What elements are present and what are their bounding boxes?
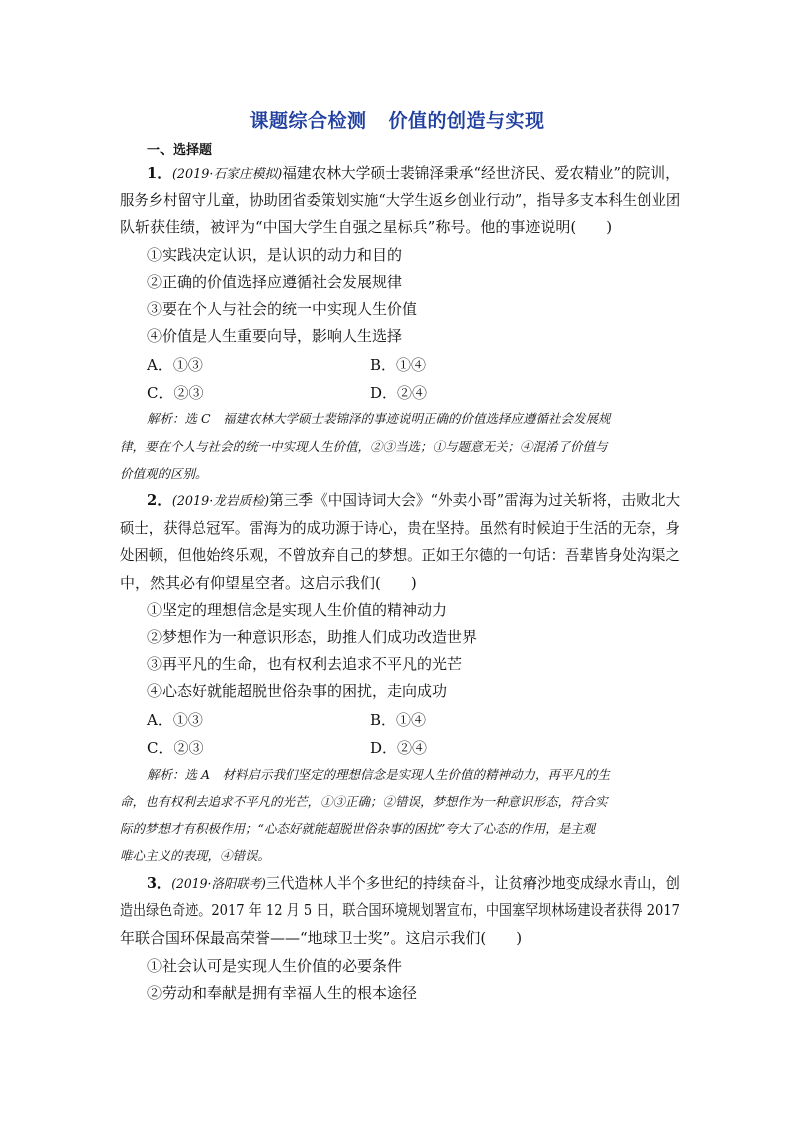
- q2-line2: 硕士，获得总冠军。雷海为的成功源于诗心，贵在坚持。虽然有时候迫于生活的无奈，身: [120, 519, 680, 537]
- q1-analysis-2: 律，要在个人与社会的统一中实现人生价值，②③当选；①与题意无关；④混淆了价值与: [120, 439, 608, 454]
- q3-line3: 年联合国环保最高荣誉——“地球卫士奖”。这启示我们( ): [120, 929, 523, 947]
- q1-text1: 福建农林大学硕士裴锦泽秉承“经世济民、爱农精业”的院训，: [282, 164, 680, 182]
- q2-line3: 处困顿，但他始终乐观，不曾放弃自己的梦想。正如王尔德的一句话：吾辈皆身处沟渠之: [120, 546, 680, 564]
- q1-item-1: ①实践决定认识，是认识的动力和目的: [147, 246, 403, 264]
- q1-item-2: ②正确的价值选择应遵循社会发展规律: [147, 273, 403, 291]
- q1-source: (2019·石家庄模拟): [171, 167, 283, 182]
- q1-option-b: B．①④: [370, 356, 427, 374]
- q2-option-b: B．①④: [370, 711, 427, 729]
- q1-item-3: ③要在个人与社会的统一中实现人生价值: [147, 300, 418, 318]
- q2-analysis-2: 命，也有权利去追求不平凡的光芒，①③正确；②错误，梦想作为一种意识形态，符合实: [120, 794, 608, 809]
- q2-source: (2019·龙岩质检): [171, 494, 270, 509]
- q2-analysis-1: 解析：选 A 材料启示我们坚定的理想信念是实现人生价值的精神动力，再平凡的生: [147, 767, 611, 782]
- q2-item-3: ③再平凡的生命，也有权利去追求不平凡的光芒: [147, 655, 463, 673]
- q3-line1: [147, 873, 680, 895]
- q3-item-1: ①社会认可是实现人生价值的必要条件: [147, 957, 403, 975]
- q3-source: (2019·洛阳联考): [171, 877, 266, 892]
- q2-line4: 中，然其必有仰望星空者。这启示我们( ): [120, 574, 417, 592]
- q1-line3: 队斩获佳绩，被评为“中国大学生自强之星标兵”称号。他的事迹说明( ): [120, 218, 613, 236]
- q1-line1: [147, 163, 680, 185]
- q1-option-a: A．①③: [147, 356, 203, 374]
- q2-item-2: ②梦想作为一种意识形态，助推人们成功改造世界: [147, 628, 478, 646]
- q1-analysis-1: 解析：选 C 福建农林大学硕士裴锦泽的事迹说明正确的价值选择应遵循社会发展规: [147, 411, 611, 426]
- section-heading: 一、选择题: [147, 143, 213, 158]
- q3-item-2: ②劳动和奉献是拥有幸福人生的根本途径: [147, 984, 418, 1002]
- q2-number: 2．: [147, 491, 172, 509]
- q1-item-4: ④价值是人生重要向导，影响人生选择: [147, 327, 403, 345]
- q2-analysis-3: 际的梦想才有积极作用；“心态好就能超脱世俗杂事的困扰”夸大了心态的作用，是主观: [120, 821, 596, 836]
- q2-analysis-4: 唯心主义的表现，④错误。: [120, 848, 271, 863]
- title-part2: 价值的创造与实现: [388, 110, 545, 132]
- q2-item-4: ④心态好就能超脱世俗杂事的困扰，走向成功: [147, 682, 448, 700]
- q1-number: 1．: [147, 164, 172, 182]
- q3-number: 3．: [147, 874, 172, 892]
- q1-line2: 服务乡村留守儿童，协助团省委策划实施“大学生返乡创业行动”，指导多支本科生创业团: [120, 191, 681, 209]
- q2-option-c: C．②③: [147, 739, 204, 757]
- title-part1: 课题综合检测: [249, 110, 367, 132]
- q2-text1: 第三季《中国诗词大会》“外卖小哥”雷海为过关斩将，击败北大: [269, 491, 681, 509]
- q1-analysis-3: 价值观的区别。: [120, 466, 208, 481]
- q2-option-a: A．①③: [147, 711, 203, 729]
- page-title: [0, 106, 794, 133]
- q3-line2: 造出绿色奇迹。2017 年 12 月 5 日，联合国环境规划署宣布，中国塞罕坝林场建设者获得 2017: [120, 901, 680, 919]
- q1-option-d: D．②④: [370, 384, 428, 402]
- q2-option-d: D．②④: [370, 739, 428, 757]
- q2-line1: [147, 490, 680, 512]
- q1-option-c: C．②③: [147, 384, 204, 402]
- q2-item-1: ①坚定的理想信念是实现人生价值的精神动力: [147, 601, 448, 619]
- q3-text1: 三代造林人半个多世纪的持续奋斗，让贫瘠沙地变成绿水青山，创: [265, 874, 680, 892]
